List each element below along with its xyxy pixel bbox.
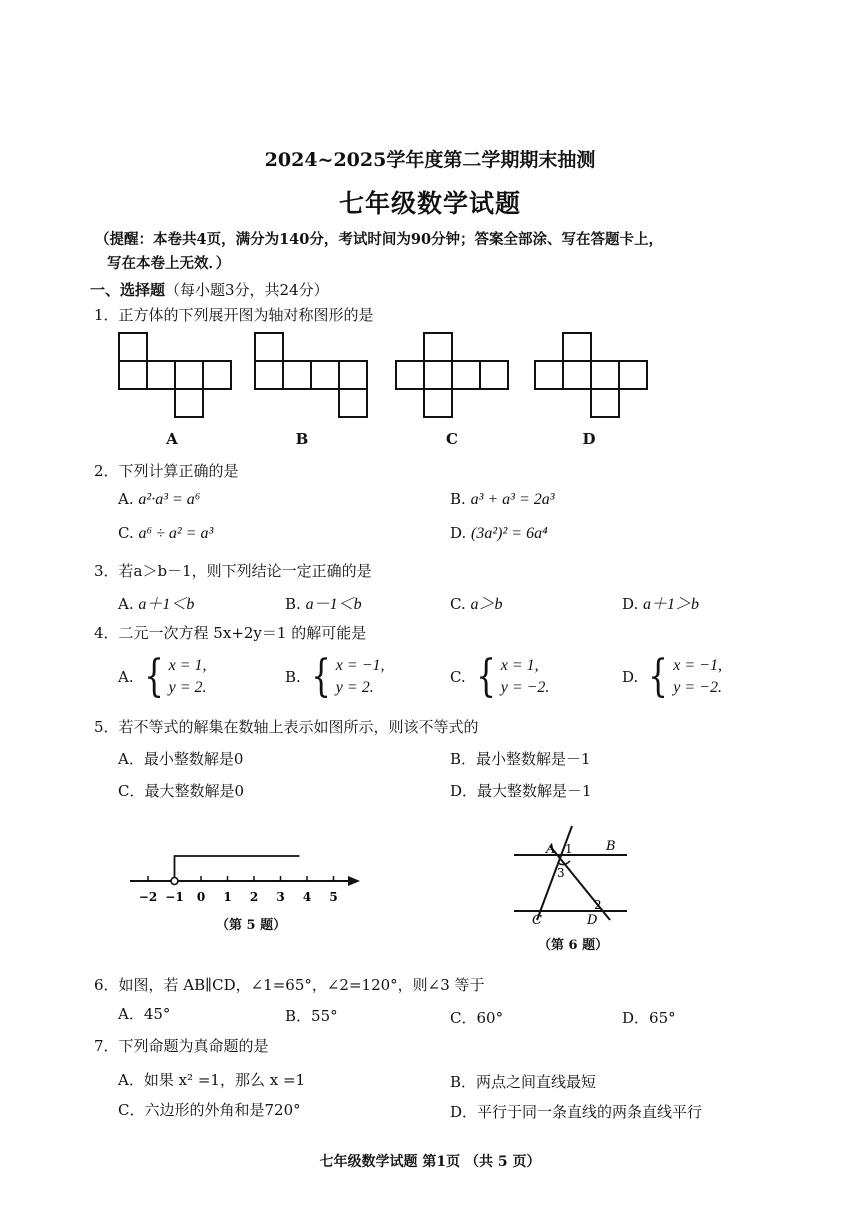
q1-label-a: A	[166, 430, 178, 448]
question-3-stem: 3．若a＞b－1，则下列结论一定正确的是	[94, 562, 372, 580]
q7-option-a: A．如果 x² =1，那么 x =1	[118, 1071, 306, 1089]
question-5-stem: 5．若不等式的解集在数轴上表示如图所示，则该不等式的	[94, 718, 479, 736]
section-heading	[90, 279, 329, 300]
net-a	[119, 333, 231, 417]
point-b-label: B	[606, 839, 616, 854]
option-letter: B.	[285, 595, 301, 613]
transversal-ac	[537, 826, 572, 920]
eq-line-1: x = −1,	[673, 657, 722, 674]
angle-1-label: 1	[565, 842, 573, 856]
q5-caption: （第 5 题）	[216, 918, 287, 933]
option-expr: a＞b	[470, 596, 503, 613]
q2-option-d	[450, 524, 548, 543]
angle-2-label: 2	[594, 898, 602, 912]
question-2-stem: 2．下列计算正确的是	[94, 462, 239, 480]
equation-system	[336, 655, 385, 699]
option-expr: a＋1＜b	[138, 596, 195, 613]
eq-line-2: y = −2.	[500, 679, 550, 696]
q5-option-d: D．最大整数解是－1	[450, 782, 592, 800]
exam-subtitle: 七年级数学试题	[338, 189, 521, 218]
arrow-head-icon	[348, 876, 360, 886]
brace-glyph: {	[143, 651, 164, 702]
q2-option-a	[118, 490, 200, 509]
brace-glyph: {	[310, 651, 331, 702]
exam-note-line2: 写在本卷上无效．）	[107, 255, 231, 272]
q6-option-b: B．55°	[285, 1007, 338, 1025]
q6-figure	[510, 826, 650, 936]
option-letter: A.	[118, 595, 134, 613]
exam-note-line1: （提醒：本卷共4页，满分为140分，考试时间为90分钟；答案全部涂、写在答题卡上，	[95, 231, 664, 248]
eq-line-2: y = 2.	[335, 679, 374, 696]
option-letter: B.	[285, 668, 301, 686]
open-endpoint-circle	[171, 878, 178, 885]
q5-option-c: C．最大整数解是0	[118, 782, 245, 800]
eq-line-1: x = 1,	[168, 657, 207, 674]
q3-option-c	[450, 591, 503, 614]
angle-3-label: 3	[557, 866, 565, 880]
eq-line-1: x = −1,	[335, 657, 385, 674]
option-expr: a²·a³ = a⁶	[138, 491, 201, 508]
q5-option-a: A．最小整数解是0	[118, 750, 244, 768]
q3-option-d	[622, 591, 699, 614]
eq-line-2: y = 2.	[168, 679, 207, 696]
equation-system	[501, 655, 550, 699]
q1-label-b: B	[295, 430, 309, 448]
page-footer: 七年级数学试题 第1页 （共 5 页）	[319, 1154, 541, 1170]
equation-system	[169, 655, 207, 699]
point-d-label: D	[587, 913, 598, 928]
question-4-stem: 4．二元一次方程 5x+2y＝1 的解可能是	[94, 624, 367, 642]
net-c	[396, 333, 508, 417]
q6-option-a: A．45°	[118, 1005, 171, 1023]
net-b	[255, 333, 367, 417]
option-letter: D.	[622, 595, 639, 613]
brace-glyph: {	[475, 651, 496, 702]
section-detail: （每小题3分，共24分）	[165, 281, 329, 299]
q6-caption: （第 6 题）	[538, 938, 609, 953]
q2-option-b	[450, 490, 555, 509]
option-letter: A.	[118, 668, 134, 686]
option-letter: A.	[118, 490, 134, 508]
option-letter: B.	[450, 490, 466, 508]
point-a-label: A	[546, 842, 556, 857]
option-expr: a⁶ ÷ a² = a³	[138, 525, 214, 542]
q5-option-b: B．最小整数解是－1	[450, 750, 591, 768]
net-d	[535, 333, 647, 417]
option-letter: C.	[118, 524, 134, 542]
option-expr: a－1＜b	[305, 596, 362, 613]
eq-line-1: x = 1,	[500, 657, 539, 674]
q1-cube-nets	[0, 330, 860, 450]
option-letter: C.	[450, 595, 466, 613]
option-expr: (3a²)² = 6a⁴	[471, 525, 548, 542]
eq-line-2: y = −2.	[673, 679, 722, 696]
option-letter: C.	[450, 668, 466, 686]
q5-number-line	[120, 845, 380, 925]
section-title: 一、选择题	[90, 281, 166, 299]
number-line-tick-label: 0	[196, 890, 206, 904]
option-expr: a³ + a³ = 2a³	[470, 491, 555, 508]
question-1-stem: 1．正方体的下列展开图为轴对称图形的是	[94, 306, 374, 324]
number-line-tick-label: 4	[302, 890, 312, 904]
number-line-tick-label: 1	[223, 890, 232, 904]
option-expr: a＋1＞b	[643, 596, 700, 613]
number-line-tick-label: 3	[276, 890, 285, 904]
point-c-label: C	[532, 913, 542, 928]
question-6-stem: 6．如图，若 AB∥CD，∠1=65°，∠2=120°，则∠3 等于	[94, 976, 485, 994]
brace-glyph: {	[648, 651, 669, 702]
q4-option-d	[622, 651, 722, 702]
number-line-tick-label: −2	[138, 890, 158, 904]
q6-option-c: C．60°	[450, 1009, 504, 1027]
option-letter: D.	[450, 524, 467, 542]
q7-option-c: C．六边形的外角和是720°	[118, 1101, 301, 1119]
number-line-tick-label: 5	[329, 890, 338, 904]
q1-label-d: D	[582, 430, 596, 448]
question-7-stem: 7．下列命题为真命题的是	[94, 1037, 269, 1055]
number-line-tick-label: 2	[249, 890, 259, 904]
number-line-tick-label: −1	[165, 890, 184, 904]
q4-option-a	[118, 651, 207, 702]
q3-option-a	[118, 591, 194, 614]
exam-title: 2024~2025学年度第二学期期末抽测	[264, 149, 596, 171]
q7-option-d: D．平行于同一条直线的两条直线平行	[450, 1103, 703, 1121]
option-letter: D.	[622, 668, 639, 686]
solution-range-bracket	[175, 856, 300, 877]
q6-option-d: D．65°	[622, 1009, 676, 1027]
q2-option-c	[118, 524, 213, 543]
q4-option-b	[285, 651, 385, 702]
q1-label-c: C	[446, 430, 458, 448]
q3-option-b	[285, 591, 362, 614]
q7-option-b: B．两点之间直线最短	[450, 1073, 597, 1091]
equation-system	[673, 655, 722, 699]
q4-option-c	[450, 651, 550, 702]
